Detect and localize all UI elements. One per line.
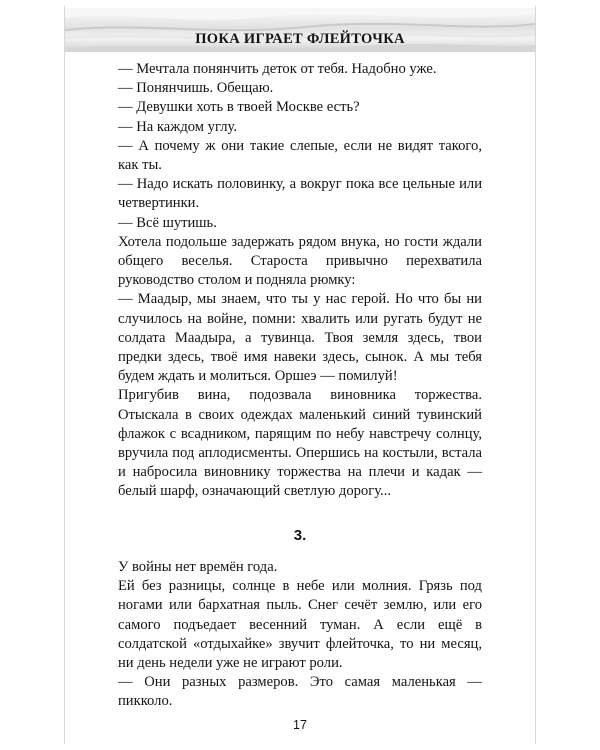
paragraph: Ей без разницы, солнце в небе или молния. Грязь под ногами или бархатная пыль. Снег сечёт землю, или его самого подъедает весенний туман. А если ещё в солдатской «отдыхайке» звучит флейточка, то ни месяц, ни день недели уже не играют роли. <box>118 578 482 672</box>
paragraph: У войны нет времён года. <box>118 559 278 575</box>
paragraph: — Они разных размеров. Это самая маленькая — пикколо. <box>118 674 482 710</box>
paragraph: — А почему ж они такие слепые, если не видят такого, как ты. <box>118 137 482 174</box>
paragraph: — На каждом углу. <box>118 118 237 135</box>
paragraph: — Всё шутишь. <box>118 214 217 231</box>
paragraph: Хотела подольше задержать рядом внука, но гости ждали общего веселья. Староста привычно перехватила руководство столом и подняла рюмку: <box>118 233 482 289</box>
paragraph: — Понянчишь. Обещаю. <box>118 80 274 97</box>
section-body-text <box>118 558 482 712</box>
paragraph: Пригубив вина, подозвала виновника торжества. Отыскала в своих одеждах маленький синий тувинский флажок с всадником, парящим по небу навстречу солнцу, вручила под аплодисменты. Опершись на костыли, встала и набросила виновнику торжества на плечи и кадак — белый шарф, означающий светлую дорогу... <box>118 387 482 500</box>
paragraph: — Девушки хоть в твоей Москве есть? <box>118 99 360 116</box>
paragraph: — Надо искать половинку, а вокруг пока все цельные или четвертинки. <box>118 176 482 212</box>
running-title: ПОКА ИГРАЕТ ФЛЕЙТОЧКА <box>195 31 405 47</box>
page-number: 17 <box>293 718 307 732</box>
section-heading: 3. <box>293 527 307 544</box>
paragraph: — Маадыр, мы знаем, что ты у нас герой. Но что бы ни случилось на войне, помни: хвалить или ругать будут не солдата Маадыра, а тувинца. Твоя земля здесь, твои предки здесь, твоё имя навеки здесь, сынок. А мы тебя будем ждать и молиться. Оршеэ — помилуй! <box>118 291 482 385</box>
body-text <box>118 60 482 502</box>
paragraph: — Мечтала понянчить деток от тебя. Надобно уже. <box>118 61 437 77</box>
